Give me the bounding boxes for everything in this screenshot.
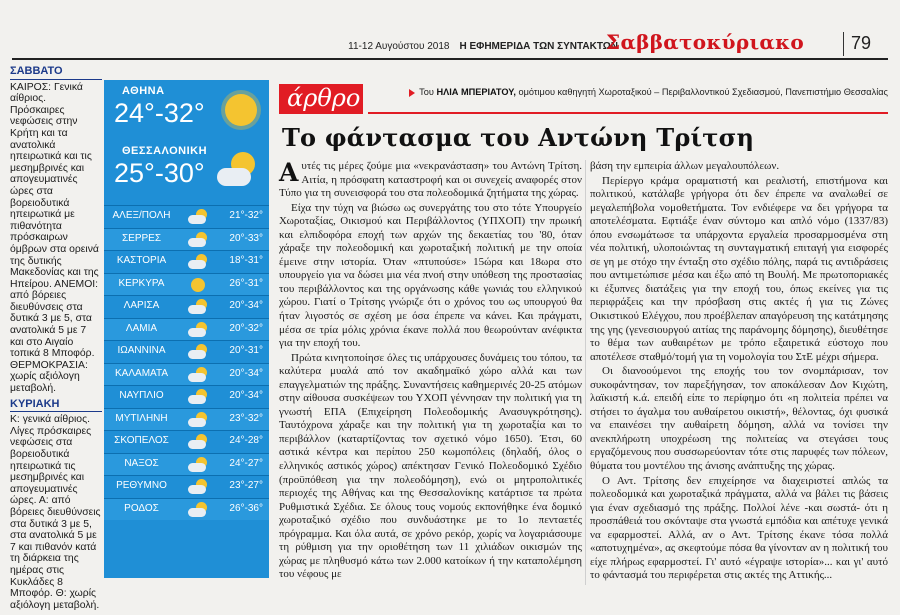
- sun-cloud-icon: [186, 389, 210, 405]
- header-rule: [12, 58, 888, 60]
- city-row: [104, 453, 269, 476]
- city-row: [104, 295, 269, 318]
- city-name: ΛΑΡΙΣΑ: [123, 300, 160, 311]
- issue-date: 11-12 Αυγούστου 2018: [348, 41, 450, 52]
- city-row: [104, 318, 269, 341]
- city-name: ΜΥΤΙΛΗΝΗ: [115, 412, 168, 424]
- city-name: ΛΑΜΙΑ: [125, 322, 158, 334]
- city-name: ΚΑΛΑΜΑΤΑ: [115, 367, 168, 379]
- city-row: [104, 363, 269, 386]
- newspaper-name: Η ΕΦΗΜΕΡΙΔΑ ΤΩΝ ΣΥΝΤΑΚΤΩΝ: [459, 41, 618, 52]
- city-row: [104, 340, 269, 363]
- author-name: ΗΛΙΑ ΜΠΕΡΙΑΤΟΥ,: [436, 87, 516, 97]
- article-paragraph: Ο Αντ. Τρίτσης δεν επιχείρησε να διαχειριστεί απλώς τα πολεοδομικά και χωροταξικά πράγματα, αλλά να βάλει τις βάσεις για έναν σχεδιασμό της πράξης. Πολλοί λένε -και σωστά- ότι η προσπάθειά του σκόνταψε στα γνωστά εμπόδια και απέτυχε γενικά να εφαρμοστεί. Αλλά, αν ο Αντ. Τρίτσης έκανε τόσα πολλά «αποτυχημένα», ας σκεφτούμε πόσα θα γίνονταν αν η πολιτική του είχε πλήρως εφαρμοστεί. Γι' αυτό «έγραψε ιστορία»... και γι' αυτό το φάντασμά του περιφέρεται στις ακτές της Αττικής...: [590, 474, 888, 582]
- city-row: [104, 228, 269, 251]
- city-name: ΑΘΗΝΑ: [122, 85, 165, 97]
- sun-cloud-icon: [186, 344, 210, 360]
- city-name: ΘΕΣΣΑΛΟΝΙΚΗ: [122, 145, 208, 157]
- weather-forecast-text: [10, 66, 102, 615]
- city-name: ΝΑΞΟΣ: [124, 457, 159, 469]
- city-name: ΡΟΔΟΣ: [124, 502, 159, 514]
- sun-icon: [186, 277, 210, 293]
- city-temperature: 23°-27°: [229, 480, 263, 491]
- city-forecast-list: [104, 205, 269, 520]
- sun-cloud-icon: [186, 299, 210, 315]
- sun-cloud-icon: [186, 322, 210, 338]
- sunday-title: ΚΥΡΙΑΚΗ: [10, 399, 102, 413]
- article-headline: Το φάντασμα του Αντώνη Τρίτση: [282, 123, 755, 152]
- city-row: [104, 408, 269, 431]
- city-temperature: 20°-34°: [229, 300, 263, 311]
- city-temperature: 21°-32°: [229, 210, 263, 221]
- article-paragraph: Είχα την τύχη να βιώσω ως συνεργάτης του στο τότε Υπουργείο Χωροταξίας, Οικισμού και Περιβάλλοντος (ΥΠΧΟΠ) την πρωική και ελπιδοφόρα εποχή των αρχών της δεκαετίας του '80, όταν χάραξε την πολεοδομική και χωροταξική πολιτική με την οποία έμεινε στην ιστορία. Όταν «πτυπούσε» 15ώρα και 18ωρα στο υπουργείο για να δώσει μια νέα πνοή στην υπόθεση της προστασίας του περιβάλλοντος και της οργάνωσης κάθε γωνιάς του ελληνικού χώρου. Γιατί ο Τρίτσης γνώριζε ότι ο χρόνος του ως υπουργού θα ήταν λιγοστός σε σχέση με όσα έπρεπε να κάνει. Και πράγματι, μέσα σε τρία μόλις χρόνια έκανε πολλά που θεωρούνταν ανέφικτα για την εποχή του.: [279, 201, 582, 350]
- drop-cap: Α: [279, 158, 299, 187]
- sun-cloud-icon: [186, 412, 210, 428]
- article-column-2: [590, 160, 888, 584]
- saturday-title: ΣΑΒΒΑΤΟ: [10, 66, 102, 80]
- city-row: [104, 273, 269, 296]
- city-row: [104, 475, 269, 498]
- header-separator: [843, 32, 844, 56]
- city-row: [104, 205, 269, 228]
- author-prefix: Του: [419, 87, 434, 97]
- city-temperature: 20°-34°: [229, 390, 263, 401]
- city-temperature: 23°-32°: [229, 412, 263, 424]
- dateline: [348, 41, 618, 52]
- city-name: ΚΑΣΤΟΡΙΑ: [116, 255, 167, 266]
- paragraph-text: υτές τις μέρες ζούμε μια «νεκρανάσταση» του Αντώνη Τρίτση. Αιτία, η πρόσφατη καταστροφή και οι συνεχείς αναφορές στον Τύπο για τη συνεισφορά του στα πολεοδομικά ζητήματα της χώρας.: [279, 160, 582, 200]
- sun-cloud-icon: [186, 457, 210, 473]
- sun-icon: [221, 92, 259, 130]
- city-temperature: 24°-32°: [114, 98, 205, 128]
- sun-cloud-icon: [186, 434, 210, 450]
- main-city-thessaloniki: [104, 142, 269, 202]
- page-header: [0, 0, 900, 62]
- article-paragraph: Περίεργο κράμα οραματιστή και ρεαλιστή, επιστήμονα και πολιτικού, κατάλαβε γρήγορα ότι δεν έπρεπε να αναλωθεί σε μεγαλεπήβολα νομοθετήματα. Τον ενδιέφερε να δει γρήγορα τα αποτελέσματα. Εφτιάξε έναν σύντομο και απλό νόμο (1337/83) όπου ενσωμάτωσε τα υπάρχοντα εργαλεία προσαρμοσμένα στη νέα πολιτική, υλοποιώντας τη συνταγματική επιταγή για εισφορές σε γη με στόχο την ένταξη στο σχέδιο πόλης, παρά τις αντιδράσεις που αντιμετώπισε μέσα και έξω από τη Βουλή. Με πρωτοποριακές κι έξυπνες διατάξεις για την εποχή του, όπως εκείνες για τις περιφράξεις και την πρόσβαση στις ακτές ή για τις Ζώνες Οικιστικού Ελέγχου, που προέβλεπαν απαγόρευση της κατάτμησης της γης (γενεσιουργού αιτίας της παράνομης δόμησης), διευθέτησε το θέμα των αυθαιρέτων με τρόπο εξαιρετικά εύστοχο που αποτέλεσε σταθμό/τομή για τη νομολογία του ΣτΕ μέχρι σήμερα.: [590, 174, 888, 363]
- sun-cloud-icon: [186, 209, 210, 225]
- city-row: [104, 385, 269, 408]
- city-temperature: 24°-28°: [229, 435, 263, 446]
- city-name: ΡΕΘΥΜΝΟ: [116, 480, 167, 491]
- city-temperature: 26°-31°: [229, 277, 263, 289]
- article-paragraph: Πρώτα κινητοποίησε όλες τις υπάρχουσες δυνάμεις του τόπου, τα καλύτερα μυαλά από τον ακαδημαϊκό χώρο αλλά και των επαγγελματιών της πράξης. Συναντήσεις καθημερινές 20-25 ατόμων στην αίθουσα συσκέψεων του ΥΧΟΠ γέννησαν την πολιτική για τη γνωστή ΕΠΑ (Επιχείρηση Πολεοδομικής Ανασυγκρότησης). Ταυτόχρονα χάραξε και την πολιτική για τη χωροταξία και το περιβάλλον (καταρτίζοντας τον σχετικό νόμο 1650). Έτσι, 60 αστικά κέντρα και περίπου 250 κωμοπόλεις (δηλαδή, όλος ο ελληνικός αστικός χώρος) απέκτησαν Γενικό Πολεοδομικό Σχέδιο (προϋπόθεση για την πολεοδόμηση), ενώ οι μητροπολιτικές περιοχές της Αθήνας και της Θεσσαλονίκης κατάρτισε τα πρώτα Ρυθμιστικά Σχέδια. Σε όλους τους νομούς εκπονήθηκε ένα δομικό χωροταξικό σχέδιο που συνδυάστηκε με το 1ο πενταετές πρόγραμμα. Και όλα αυτά, σε χρόνο ρεκόρ, χωρίς να λογαριάσουμε τη ρύθμιση για την οριοθέτηση των 11 χιλιάδων οικισμών της χώρας με πληθυσμό κάτω των 2.000 κατοίκων ή την καταπολέμηση του νέφους με: [279, 351, 582, 581]
- city-temperature: 25°-30°: [114, 158, 205, 188]
- article-tag-label: άρθρο: [287, 84, 361, 112]
- city-name: ΝΑΥΠΛΙΟ: [119, 390, 164, 401]
- city-temperature: 26°-36°: [229, 502, 263, 514]
- city-name: ΑΛΕΞ/ΠΟΛΗ: [112, 210, 171, 221]
- city-temperature: 20°-33°: [229, 232, 263, 244]
- article-paragraph: βάση την εμπειρία άλλων μεγαλουπόλεων.: [590, 160, 780, 172]
- city-row: [104, 498, 269, 521]
- city-temperature: 18°-31°: [229, 255, 263, 266]
- column-divider: [585, 160, 586, 585]
- article-column-1: [279, 160, 582, 583]
- weather-panel: [104, 80, 269, 578]
- sun-cloud-icon: [186, 232, 210, 248]
- city-name: ΙΩΑΝΝΙΝΑ: [117, 345, 166, 356]
- city-name: ΣΕΡΡΕΣ: [121, 232, 162, 244]
- sun-cloud-icon: [186, 479, 210, 495]
- sun-cloud-icon: [186, 254, 210, 270]
- city-name: ΚΕΡΚΥΡΑ: [118, 277, 165, 289]
- section-title: Σαββατοκύριακο: [606, 30, 805, 54]
- author-role: ομότιμου καθηγητή Χωροταξικού – Περιβαλλοντικού Σχεδιασμού, Πανεπιστήμιο Θεσσαλίας: [518, 87, 888, 97]
- article-paragraph: [279, 160, 582, 201]
- triangle-icon: [409, 89, 415, 97]
- saturday-forecast: ΚΑΙΡΟΣ: Γενικά αίθριος. Πρόσκαιρες νεφώσεις στην Κρήτη και τα ανατολικά ηπειρωτικά και τις μεσημβρινές και απογευματινές ώρες στα βορειοδυτικά ηπειρωτικά με πιθανότητα πρόσκαιρων όμβρων στα ορεινά της δυτικής Μακεδονίας και της Ηπείρου. ΑΝΕΜΟΙ: από βόρειες διευθύνσεις στα δυτικά 3 με 5, στα ανατολικά 5 με 7 και στο Αιγαίο τοπικά 8 Μποφόρ. ΘΕΡΜΟΚΡΑΣΙΑ: χωρίς αξιόλογη μεταβολή.: [10, 81, 99, 395]
- author-byline: [368, 84, 888, 114]
- article-paragraph: Οι διανοούμενοι της εποχής του τον σνομπάρισαν, τον συκοφάντησαν, τον παρεξήγησαν, τον αποκάλεσαν Δον Κιχώτη, λαϊκιστή κ.ά. επειδή είπε το περίφημο ότι «η πολιτεία πρέπει να στήσει το άγαλμα του αυθαίρετου οικιστή», θέλοντας, όχι φυσικά να επαινέσει την αυθαίρετη δόμηση, αλλά να τονίσει την ανεκπλήρωτη υποχρέωση της πολιτείας να στεγάσει τους εργαζόμενους που συσσωρεύονταν τότε στις παρυφές των πόλεων, θύματα του μοντέλου της άνισης ανάπτυξης της χώρας.: [590, 365, 888, 473]
- page-number: 79: [851, 33, 872, 53]
- sun-cloud-icon: [186, 367, 210, 383]
- city-temperature: 20°-34°: [229, 367, 263, 379]
- sunday-forecast: Κ: γενικά αίθριος. Λίγες πρόσκαιρες νεφώσεις στα βορειοδυτικά ηπειρωτικά τις μεσημβρινές και απογευματινές ώρες. Α: από βόρειες διευθύνσεις στα δυτικά 3 με 5, στα ανατολικά 5 με 7 και πιθανόν κατά τη διάρκεια της ημέρας στις Κυκλάδες 8 Μποφόρ. Θ: χωρίς αξιόλογη μεταβολή.: [10, 414, 101, 611]
- sun-cloud-icon: [215, 152, 259, 192]
- city-row: [104, 430, 269, 453]
- article-tag: [279, 84, 363, 114]
- city-name: ΣΚΟΠΕΛΟΣ: [114, 435, 169, 446]
- main-city-athens: [104, 82, 269, 142]
- city-temperature: 20°-32°: [229, 322, 263, 334]
- city-temperature: 20°-31°: [229, 345, 263, 356]
- city-temperature: 24°-27°: [229, 457, 263, 469]
- sun-cloud-icon: [186, 502, 210, 518]
- city-row: [104, 250, 269, 273]
